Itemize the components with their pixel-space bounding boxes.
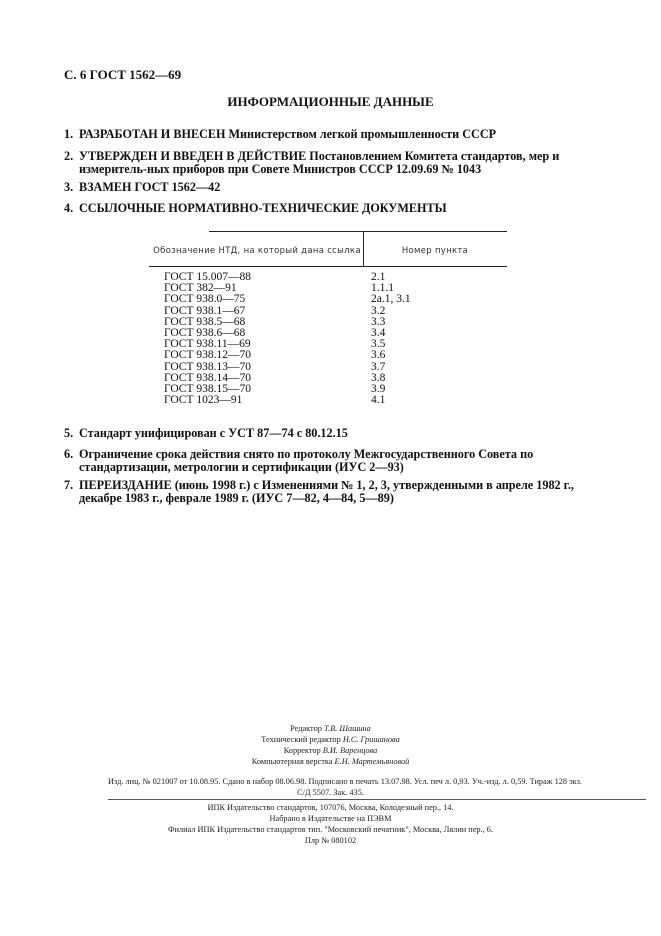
table-cell-document: ГОСТ 938.0—75: [164, 293, 246, 306]
credit-editor: [0, 723, 661, 734]
credit-name: Н.С. Гришанова: [342, 735, 400, 744]
table-cell-document: ГОСТ 938.6—68: [164, 326, 246, 339]
table-cell-document: ГОСТ 938.11—69: [164, 338, 251, 351]
credit-role: Корректор: [283, 746, 321, 755]
imprint-line-2: С/Д 5507. Зак. 435.: [297, 788, 364, 797]
table-body: [164, 272, 504, 406]
table-cell-clause: 3.6: [371, 349, 386, 362]
list-item-1: [64, 128, 604, 141]
item-bold-text: УТВЕРЖДЕН И ВВЕДЕН В ДЕЙСТВИЕ: [79, 149, 307, 163]
table-cell-document: ГОСТ 938.14—70: [164, 371, 252, 384]
item-text: Постановлением Комитета стандартов, мер и измеритель-ных приборов при Совете Министров СССР 12.09.69 № 1043: [79, 149, 560, 176]
item-number: 3.: [64, 180, 74, 194]
table-row: [164, 350, 504, 361]
table-cell-clause: 4.1: [371, 394, 386, 407]
list-item-7: [64, 479, 604, 505]
table-cell-clause: 1.1.1: [371, 282, 394, 295]
credit-name: В.И. Варенцова: [322, 746, 378, 755]
item-number: 6.: [64, 447, 74, 461]
table-cell-document: ГОСТ 938.13—70: [164, 360, 252, 373]
table-top-rule-left: [209, 231, 363, 232]
table-header-clause: Номер пункта: [401, 246, 469, 256]
credit-name: Т.В. Шашина: [323, 724, 371, 733]
table-row: [164, 362, 504, 373]
table-column-divider: [363, 231, 364, 266]
imprint-divider: [108, 799, 646, 800]
table-row: [164, 294, 504, 305]
credit-name: Е.Н. Мартемьяновой: [334, 757, 410, 766]
table-cell-document: ГОСТ 938.1—67: [164, 304, 246, 317]
item-bold-text: ВЗАМЕН ГОСТ 1562—42: [79, 180, 221, 194]
table-header-rule: [149, 266, 507, 267]
list-item-4: [64, 202, 604, 215]
imprint-line-1: Изд. лиц. № 021007 от 10.08.95. Сдано в набор 08.06.98. Подписано в печать 13.07.98. Усл. печ л. 0,93. Уч.-изд. л. 0,59. Тираж 128 экз.: [108, 777, 582, 786]
table-cell-document: ГОСТ 938.12—70: [164, 349, 252, 362]
list-item-6: [64, 448, 604, 474]
table-cell-clause: 2а.1, 3.1: [371, 293, 411, 306]
publisher-line-3: Филиал ИПК Издательство стандартов тип. "Московский печатник", Москва, Лялин пер., 6.: [167, 825, 493, 834]
table-cell-document: ГОСТ 1023—91: [164, 394, 243, 407]
item-text: Ограничение срока действия снято по протоколу Межгосударственного Совета по стандартизации, метрологии и сертификации (ИУС 2—93): [79, 447, 534, 474]
publisher-line-1: ИПК Издательство стандартов, 107076, Москва, Колодезный пер., 14.: [207, 803, 454, 812]
credit-proofreader: [0, 745, 661, 756]
item-number: 1.: [64, 127, 74, 141]
item-number: 5.: [64, 426, 74, 440]
table-cell-document: ГОСТ 382—91: [164, 282, 237, 295]
credit-role: Технический редактор: [261, 735, 341, 744]
item-bold-text: ССЫЛОЧНЫЕ НОРМАТИВНО-ТЕХНИЧЕСКИЕ ДОКУМЕНТЫ: [79, 201, 447, 215]
item-bold-text: ПЕРЕИЗДАНИЕ: [79, 478, 172, 492]
credit-role: Компьютерная верстка: [251, 757, 333, 766]
credit-role: Редактор: [290, 724, 322, 733]
item-text: Стандарт унифицирован с УСТ 87—74 с 80.12.15: [79, 426, 348, 440]
table-cell-clause: 3.7: [371, 360, 386, 373]
list-item-2: [64, 150, 604, 176]
table-top-rule-right: [363, 231, 507, 232]
list-item-5: [64, 427, 604, 440]
item-text: (июнь 1998 г.) с Изменениями № 1, 2, 3, утвержденными в апреле 1982 г., декабре 1983 г., феврале 1989 г. (ИУС 7—82, 4—84, 5—89): [79, 478, 574, 505]
table-cell-clause: 3.3: [371, 315, 386, 328]
item-number: 7.: [64, 478, 74, 492]
item-number: 4.: [64, 201, 74, 215]
section-title: ИНФОРМАЦИОННЫЕ ДАННЫЕ: [227, 94, 434, 109]
table-row: [164, 395, 504, 406]
table-cell-clause: 3.5: [371, 338, 386, 351]
table-cell-document: ГОСТ 938.15—70: [164, 382, 252, 395]
publisher-line-2: Набрано в Издательстве на ПЭВМ: [269, 814, 392, 823]
credit-tech-editor: [0, 734, 661, 745]
table-cell-clause: 3.8: [371, 371, 386, 384]
credit-layout: [0, 756, 661, 767]
table-header-document: Обозначение НТД, на который дана ссылка: [153, 246, 361, 256]
publisher-line-4: Плр № 080102: [304, 836, 357, 845]
table-cell-document: ГОСТ 15.007—88: [164, 271, 252, 283]
table-cell-clause: 3.4: [371, 326, 386, 339]
page-header: С. 6 ГОСТ 1562—69: [64, 67, 182, 82]
item-number: 2.: [64, 149, 74, 163]
item-text: Министерством легкой промышленности СССР: [225, 127, 497, 141]
table-cell-clause: 2.1: [371, 271, 386, 283]
table-cell-clause: 3.2: [371, 304, 386, 317]
reference-table: [149, 231, 507, 413]
item-bold-text: РАЗРАБОТАН И ВНЕСЕН: [79, 127, 226, 141]
table-cell-clause: 3.9: [371, 382, 386, 395]
list-item-3: [64, 181, 604, 194]
table-cell-document: ГОСТ 938.5—68: [164, 315, 246, 328]
